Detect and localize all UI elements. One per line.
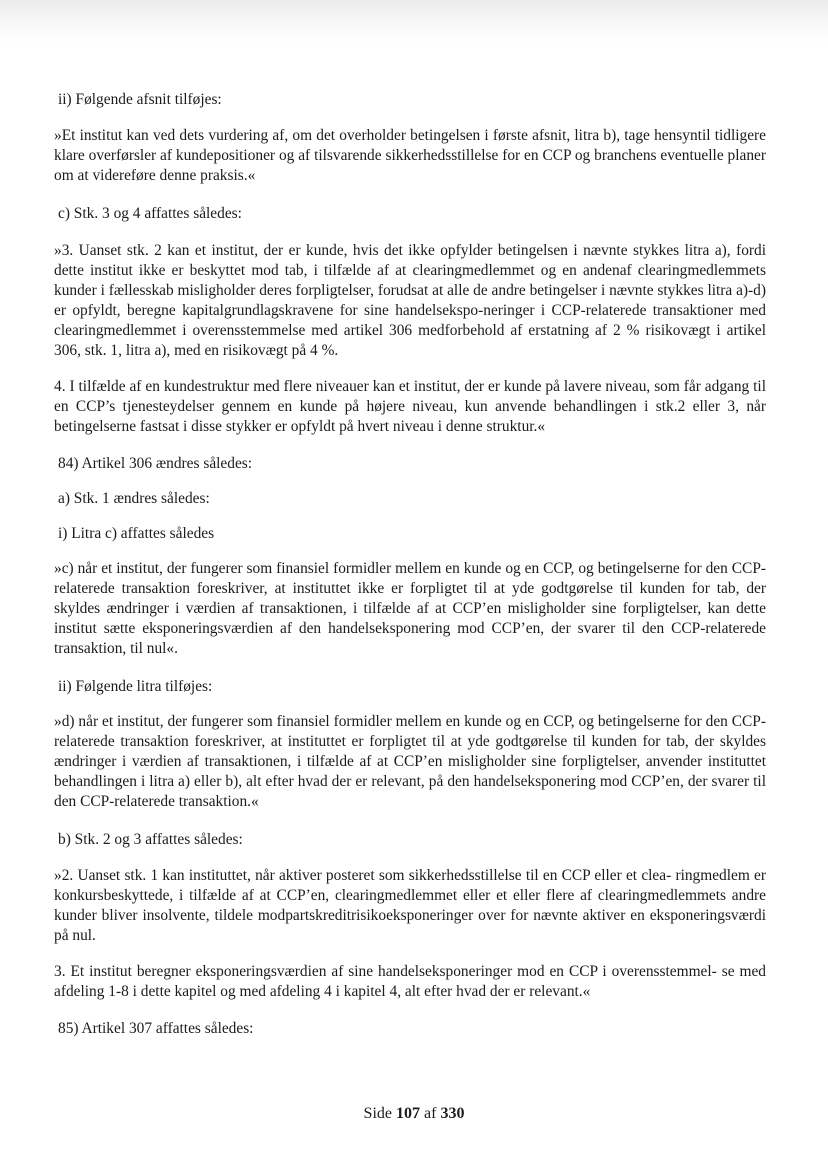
- footer-prefix: Side: [363, 1105, 392, 1122]
- paragraph-stk-3: »3. Uanset stk. 2 kan et institut, der er kunde, hvis det ikke opfylder betingelsen i nævnte stykkes litra a), fordi dette institut ikke er beskyttet mod tab, i tilfælde af at clearingmedlemmet og en andenaf clearingmedlemmets kunder i fællesskab misligholder deres forpligtelser, forudsat at alle de andre betingelser i nævnte stykkes litra a)-d) er opfyldt, beregne kapitalgrundlagskravene for sine handelsekspo-neringer i CCP-relaterede transaktioner med clearingmedlemmet i overensstemmelse med artikel 306 medforbehold af erstatning af 2 % risikovægt i artikel 306, stk. 1, litra a), med en risikovægt på 4 %.: [54, 242, 766, 359]
- footer-total-pages: 330: [440, 1105, 465, 1122]
- footer-page-number: 107: [396, 1105, 420, 1122]
- heading-ii-afsnit: ii) Følgende afsnit tilføjes:: [58, 91, 222, 108]
- paragraph-stk-3-ccp: 3. Et institut beregner eksponeringsværdien af sine handelseksponeringer mod en CCP i overensstemmel- se med afdeling 1-8 i dette kapitel og med afdeling 4 i kapitel 4, alt efter hvad der er relevant.«: [54, 963, 766, 1000]
- heading-c-stk-3-4: c) Stk. 3 og 4 affattes således:: [58, 205, 242, 222]
- heading-b-stk-2-3: b) Stk. 2 og 3 affattes således:: [58, 831, 243, 848]
- page-body: [54, 90, 766, 1039]
- heading-ii-litra: ii) Følgende litra tilføjes:: [58, 678, 213, 695]
- heading-84-artikel-306: 84) Artikel 306 ændres således:: [58, 455, 253, 472]
- paragraph-litra-d: »d) når et institut, der fungerer som finansiel formidler mellem en kunde og en CCP, og betingelserne for den CCP-relaterede transaktion foreskriver, at instituttet er forpligtet til at yde godtgørelse til kunden for tab, der skyldes ændringer i værdien af transaktionen, i tilfælde af at CCP’en misligholder sine forpligtelser, anvender instituttet behandlingen i litra a) eller b), alt efter hvad der er relevant, på den handelseksponering mod CCP’en, der svarer til den CCP-relaterede transaktion.«: [54, 713, 766, 810]
- paragraph-stk-2: »2. Uanset stk. 1 kan instituttet, når aktiver posteret som sikkerhedsstillelse til en CCP eller et clea- ringmedlem er konkursbeskyttede, i tilfælde af at CCP’en, clearingmedlemmet eller et eller flere af clearingmedlemmets andre kunder bliver insolvente, tildele modpartskreditrisikoeksponeringer over for nævnte aktiver en eksponeringsværdi på nul.: [54, 867, 766, 944]
- heading-i-litra-c: i) Litra c) affattes således: [58, 525, 215, 542]
- paragraph-litra-c: »c) når et institut, der fungerer som finansiel formidler mellem en kunde og en CCP, og betingelserne for den CCP-relaterede transaktion foreskriver, at instituttet ikke er forpligtet til at yde godtgørelse til kunden for tab, der skyldes ændringer i værdien af transaktionen, i tilfælde af at CCP’en misligholder sine forpligtelser, kan dette institut sætte eksponeringsværdien af den handelseksponering mod CCP’en, der svarer til den CCP-relaterede transaktion, til nul«.: [54, 560, 766, 657]
- page-number-footer: [0, 1105, 828, 1123]
- heading-85-artikel-307: 85) Artikel 307 affattes således:: [58, 1020, 254, 1037]
- heading-a-stk-1: a) Stk. 1 ændres således:: [58, 490, 210, 507]
- footer-separator: af: [424, 1105, 437, 1122]
- paragraph-quote-institut: »Et institut kan ved dets vurdering af, om det overholder betingelsen i første afsnit, litra b), tage hensyntil tidligere klare overførsler af kundepositioner og af tilsvarende sikkerhedsstillelse for en CCP og branchens eventuelle planer om at videreføre denne praksis.«: [54, 127, 766, 184]
- paragraph-stk-4: 4. I tilfælde af en kundestruktur med flere niveauer kan et institut, der er kunde på lavere niveau, som får adgang til en CCP’s tjenesteydelser gennem en kunde på højere niveau, kun anvende behandlingen i stk.2 eller 3, når betingelserne fastsat i disse stykker er opfyldt på hvert niveau i denne struktur.«: [54, 378, 766, 435]
